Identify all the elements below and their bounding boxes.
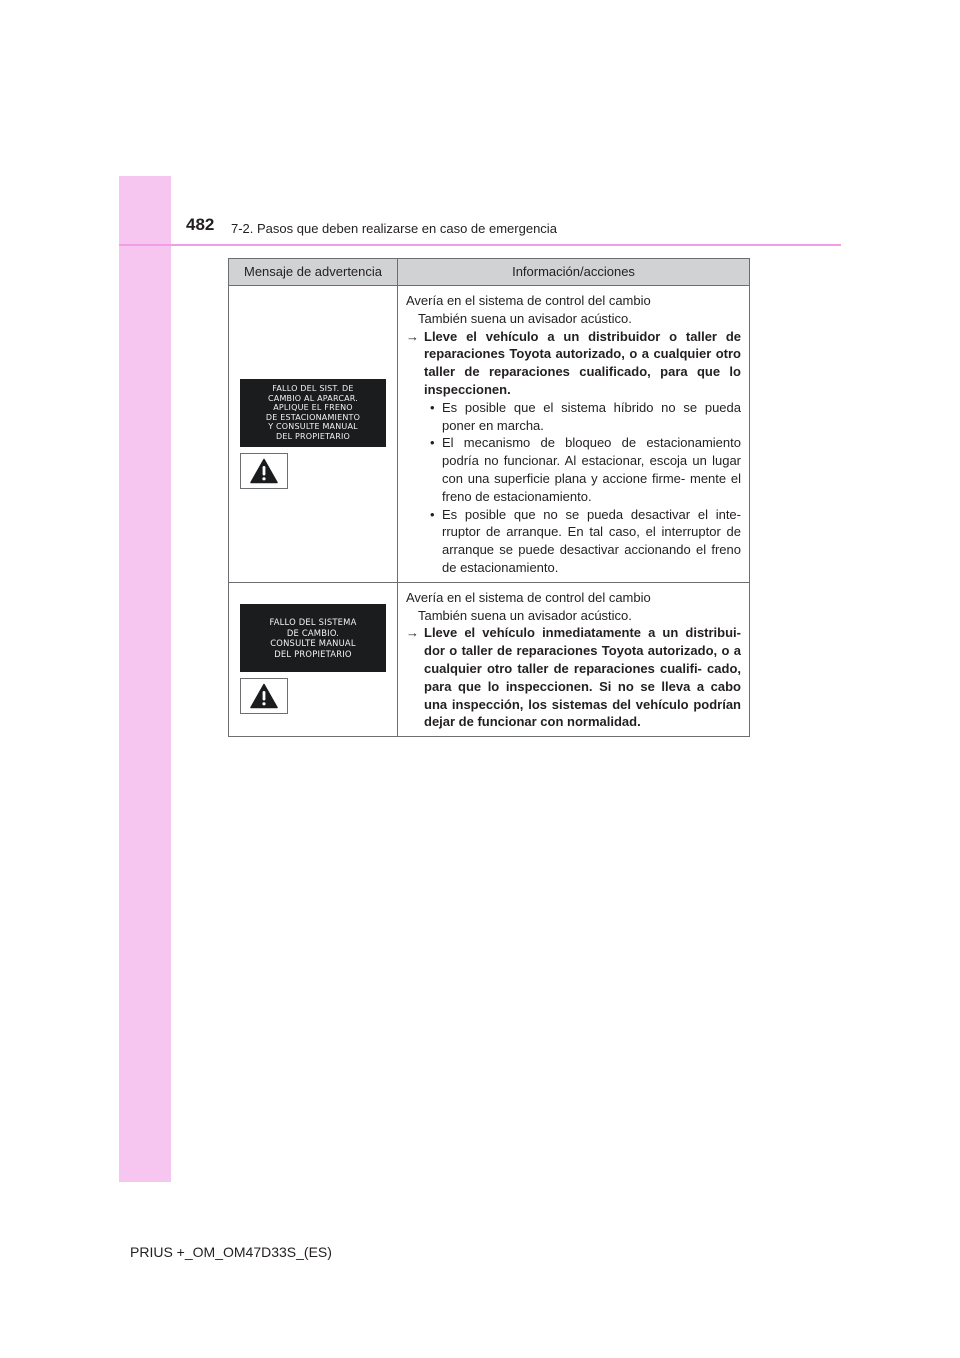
- info-subtitle: También suena un avisador acústico.: [418, 607, 632, 623]
- warning-display-message: [240, 379, 386, 447]
- table-row: [229, 582, 750, 736]
- info-cell: [398, 286, 750, 583]
- display-line: CONSULTE MANUAL: [270, 638, 356, 649]
- arrow-icon: →: [406, 625, 419, 641]
- list-item: [406, 434, 741, 505]
- display-line: DEL PROPIETARIO: [275, 432, 351, 442]
- display-line: FALLO DEL SIST. DE: [272, 384, 354, 394]
- table-header-row: [229, 259, 750, 286]
- warning-symbol-box: [240, 453, 288, 489]
- list-item: [406, 506, 741, 577]
- info-cell: [398, 582, 750, 736]
- bullet-icon: •: [430, 399, 435, 415]
- action-item: [406, 328, 741, 399]
- action-text: Lleve el vehículo a un distribuidor o taller de reparaciones Toyota autorizado, o a cualquier otro taller de reparaciones cualificado, para que lo inspeccionen.: [424, 328, 741, 397]
- display-line: APLIQUE EL FRENO: [273, 403, 353, 413]
- bullet-text: Es posible que no se pueda desactivar el inte- rruptor de arranque. En tal caso, el interruptor de arranque se puede desactivar accionando el freno de estacionamiento.: [442, 506, 741, 575]
- display-line: CAMBIO AL APARCAR.: [267, 393, 358, 403]
- header-rule: [119, 244, 841, 246]
- bullet-icon: •: [430, 435, 435, 451]
- display-line: Y CONSULTE MANUAL: [268, 422, 358, 432]
- bullet-text: El mecanismo de bloqueo de estacionamiento podría no funcionar. Al estacionar, escoja un lugar con una superficie plana y accione firme- mente el freno de estacionamiento.: [442, 435, 741, 504]
- page-number: 482: [186, 215, 215, 234]
- action-text: Lleve el vehículo inmediatamente a un distribui- dor o taller de reparaciones Toyota autorizado, o a cualquier otro taller de reparaciones cualifi- cado, para que lo inspeccionen. Si no se lleva a cabo una inspección, los sistemas del vehículo podrían dejar de funcionar con normalidad.: [424, 625, 741, 730]
- bullet-icon: •: [430, 506, 435, 522]
- section-title: 7-2. Pasos que deben realizarse en caso de emergencia: [231, 221, 557, 236]
- document-footer: PRIUS +_OM_OM47D33S_(ES): [130, 1244, 332, 1260]
- arrow-icon: →: [406, 328, 419, 344]
- column-header-info: Información/acciones: [398, 259, 750, 286]
- info-title: Avería en el sistema de control del cambio: [406, 293, 651, 308]
- action-item: [406, 624, 741, 731]
- info-title: Avería en el sistema de control del cambio: [406, 589, 651, 605]
- info-subtitle: También suena un avisador acústico.: [418, 310, 632, 326]
- display-line: DE CAMBIO.: [286, 627, 340, 638]
- display-line: DEL PROPIETARIO: [274, 649, 352, 660]
- table-row: [229, 286, 750, 583]
- warning-triangle-icon: [250, 683, 278, 709]
- warning-display-message: [240, 604, 386, 672]
- warning-symbol-box: [240, 678, 288, 714]
- message-cell: [229, 286, 398, 583]
- warning-triangle-icon: [250, 458, 278, 484]
- bullet-text: Es posible que el sistema híbrido no se pueda poner en marcha.: [442, 399, 741, 433]
- warning-table: [228, 258, 750, 737]
- column-header-message: Mensaje de advertencia: [229, 259, 398, 286]
- side-color-band: [119, 176, 171, 1182]
- display-line: FALLO DEL SISTEMA: [269, 617, 357, 628]
- display-line: DE ESTACIONAMIENTO: [265, 412, 361, 422]
- message-cell: [229, 582, 398, 736]
- list-item: [406, 399, 741, 435]
